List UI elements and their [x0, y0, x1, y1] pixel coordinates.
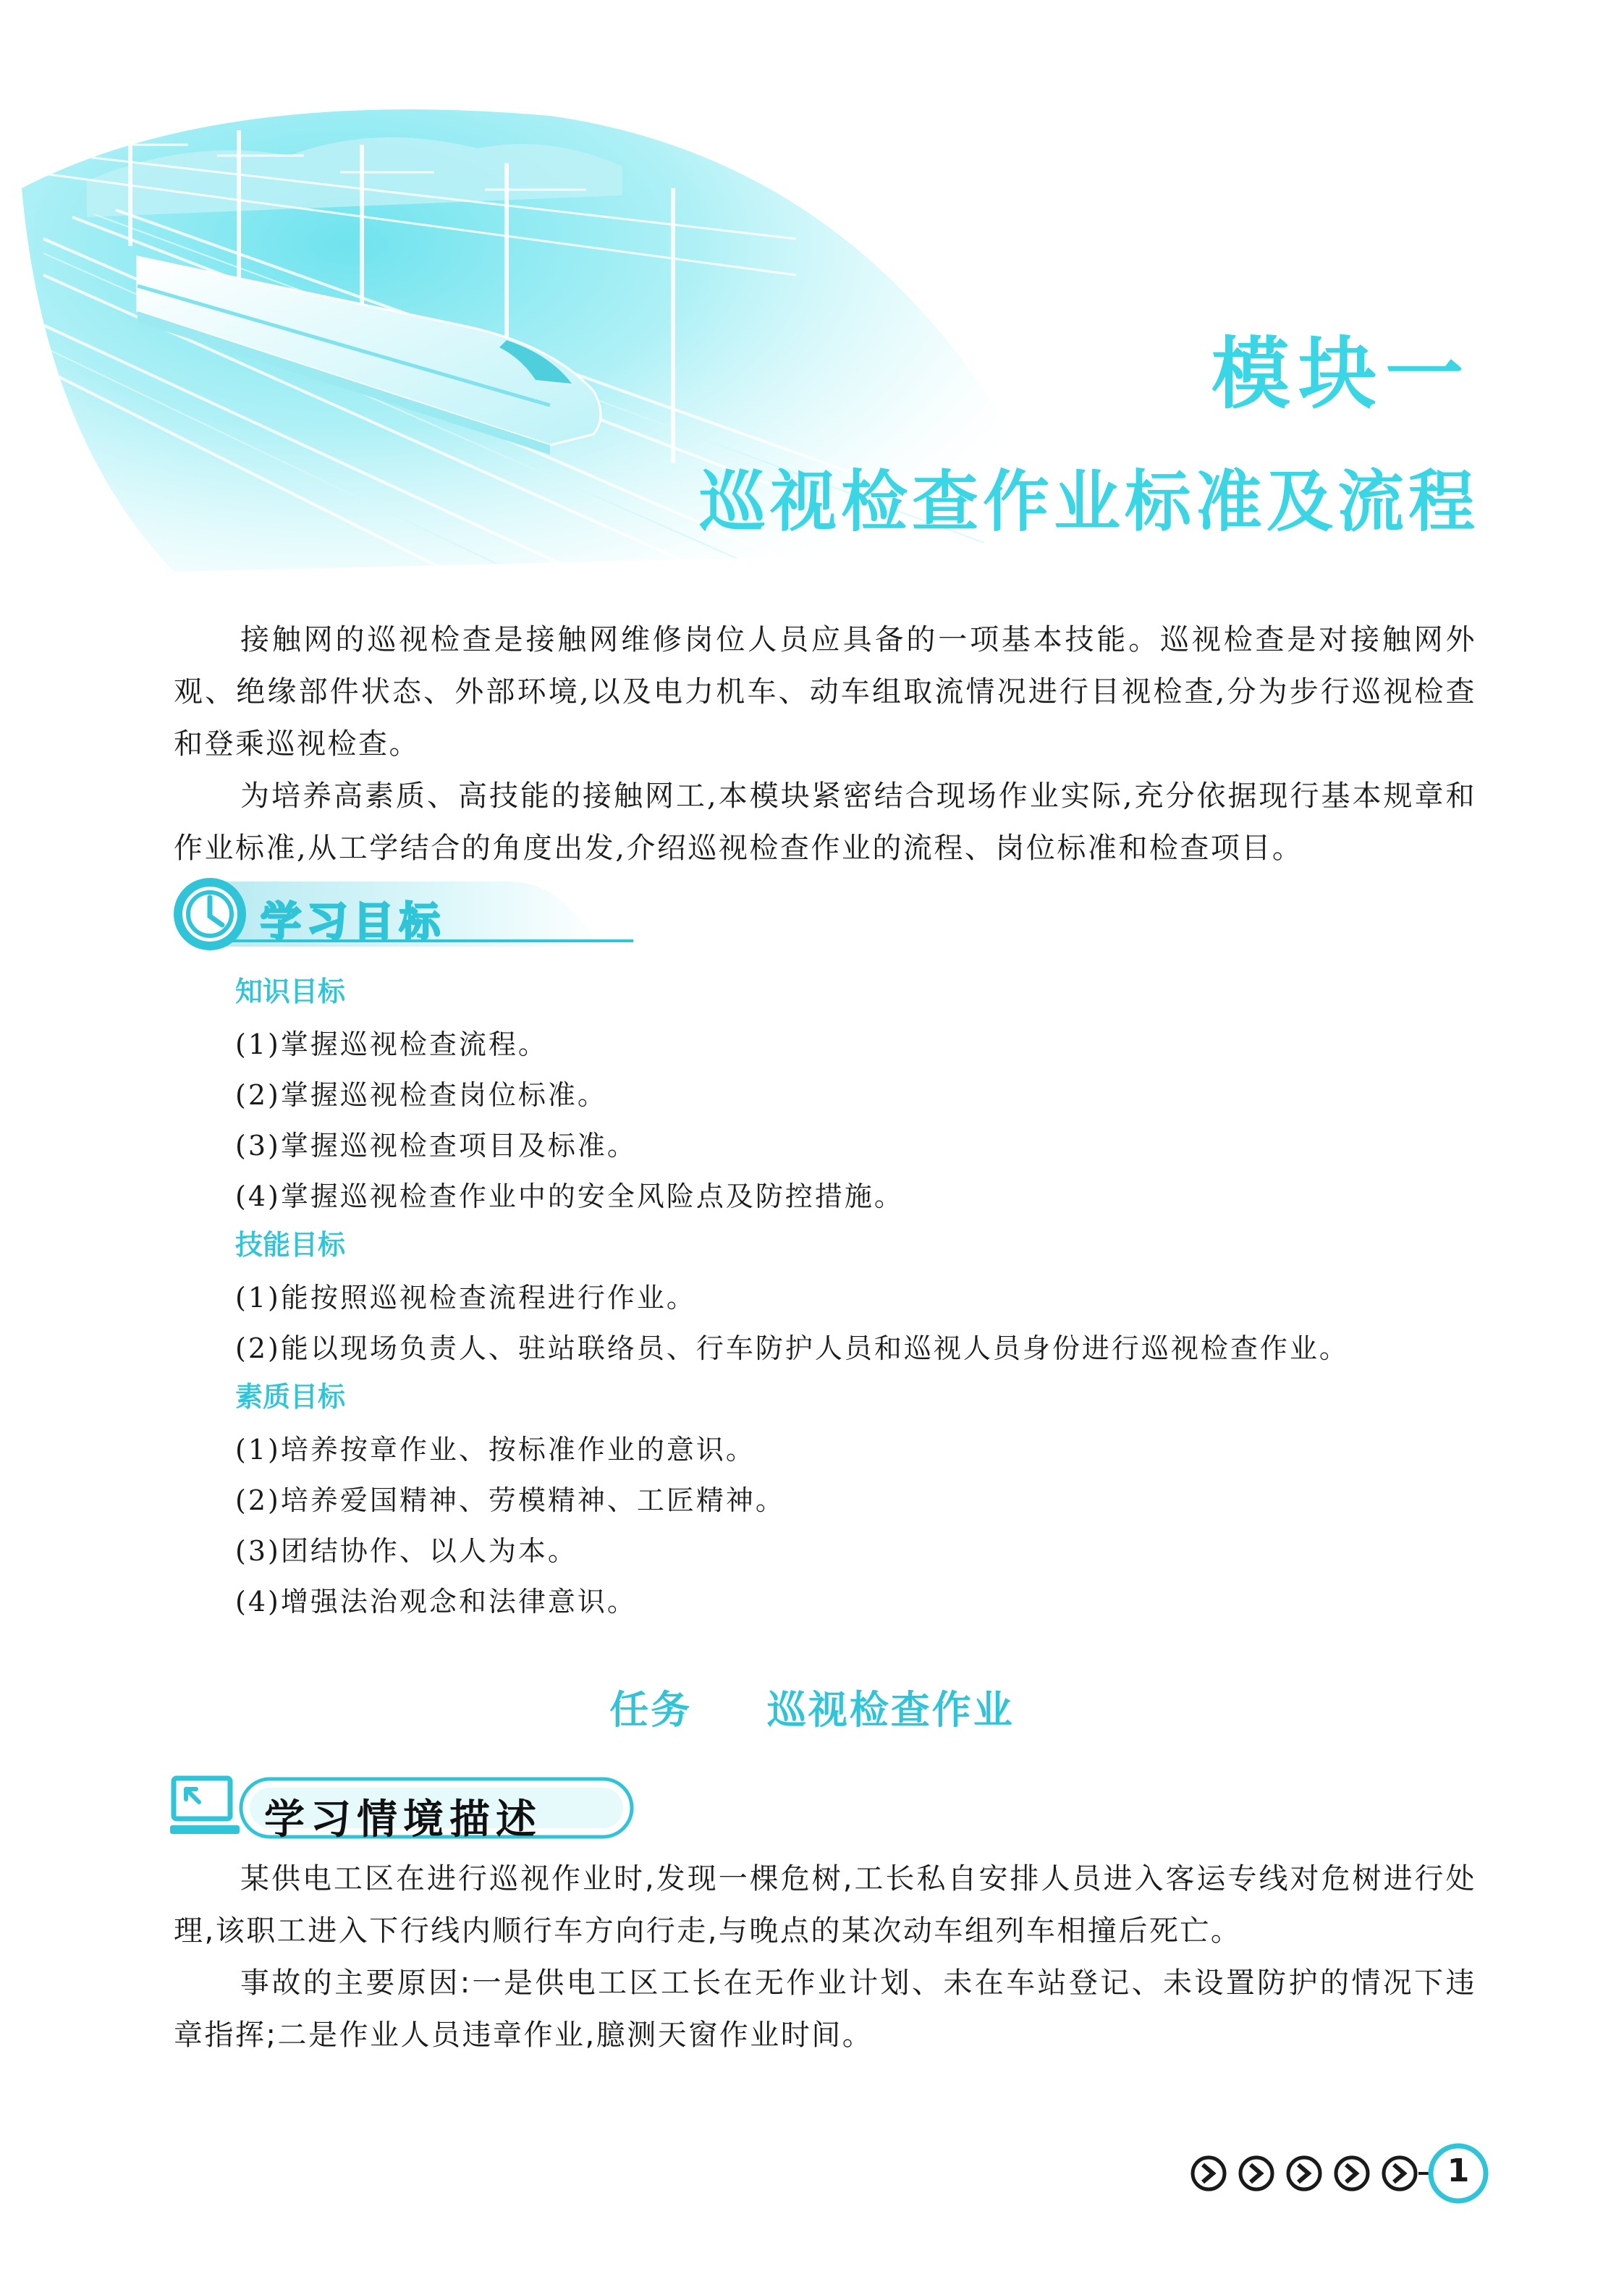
quality-goal-item: (2)培养爱国精神、劳模精神、工匠精神。	[235, 1484, 785, 1516]
chevron-circle-icon	[1193, 2157, 1225, 2189]
skill-goal-item: (1)能按照巡视检查流程进行作业。	[235, 1282, 696, 1314]
knowledge-goal-item: (3)掌握巡视检查项目及标准。	[235, 1130, 637, 1162]
intro-text	[174, 614, 1476, 874]
quality-goals-label: 素质目标	[235, 1381, 346, 1413]
knowledge-goal-item: (4)掌握巡视检查作业中的安全风险点及防控措施。	[235, 1180, 904, 1212]
knowledge-goals-label: 知识目标	[235, 976, 346, 1007]
quality-goal-item: (3)团结协作、以人为本。	[235, 1535, 578, 1567]
scenario-paragraph: 事故的主要原因:一是供电工区工长在无作业计划、未在车站登记、未设置防护的情况下违章指挥;二是作业人员违章作业,臆测天窗作业时间。	[174, 1966, 1476, 2052]
chevron-circle-icon	[1336, 2157, 1368, 2189]
module-title: 模块一	[1211, 329, 1472, 420]
scenario-text	[174, 1853, 1476, 2061]
task-title	[0, 1679, 1624, 1735]
skill-goals-label: 技能目标	[235, 1229, 346, 1261]
quality-goal-item: (1)培养按章作业、按标准作业的意识。	[235, 1434, 756, 1466]
intro-paragraph: 为培养高素质、高技能的接触网工,本模块紧密结合现场作业实际,充分依据现行基本规章和作业标准,从工学结合的角度出发,介绍巡视检查作业的流程、岗位标准和检查项目。	[174, 779, 1476, 865]
chevron-circle-icon	[1240, 2157, 1272, 2189]
scenario-paragraph: 某供电工区在进行巡视作业时,发现一棵危树,工长私自安排人员进入客运专线对危树进行处理,该职工进入下行线内顺行车方向行走,与晚点的某次动车组列车相撞后死亡。	[174, 1862, 1476, 1948]
scenario-heading: 学习情境描述	[264, 1796, 542, 1843]
computer-monitor-icon	[170, 1775, 242, 1840]
task-prefix: 任务	[609, 1687, 693, 1733]
page-footer	[1187, 2134, 1491, 2213]
goals-list	[235, 968, 1466, 1627]
scenario-header	[170, 1766, 749, 1846]
quality-goal-item: (4)增强法治观念和法律意识。	[235, 1586, 637, 1618]
learning-goals-heading: 学习目标	[261, 899, 446, 946]
chevron-circle-icon	[1384, 2157, 1416, 2189]
knowledge-goal-item: (2)掌握巡视检查岗位标准。	[235, 1079, 607, 1111]
chevron-circle-icon	[1288, 2157, 1320, 2189]
intro-paragraph: 接触网的巡视检查是接触网维修岗位人员应具备的一项基本技能。巡视检查是对接触网外观、绝缘部件状态、外部环境,以及电力机车、动车组取流情况进行目视检查,分为步行巡视检查和登乘巡视检查。	[174, 623, 1476, 761]
learning-goals-banner	[170, 874, 749, 954]
knowledge-goal-item: (1)掌握巡视检查流程。	[235, 1028, 548, 1060]
skill-goal-item: (2)能以现场负责人、驻站联络员、行车防护人员和巡视人员身份进行巡视检查作业。	[235, 1332, 1349, 1364]
learning-goals-header	[170, 874, 749, 954]
clock-check-icon	[170, 874, 250, 954]
page-number: 1	[1447, 2152, 1470, 2189]
module-subtitle: 巡视检查作业标准及流程	[698, 463, 1479, 541]
task-name: 巡视检查作业	[766, 1687, 1015, 1733]
